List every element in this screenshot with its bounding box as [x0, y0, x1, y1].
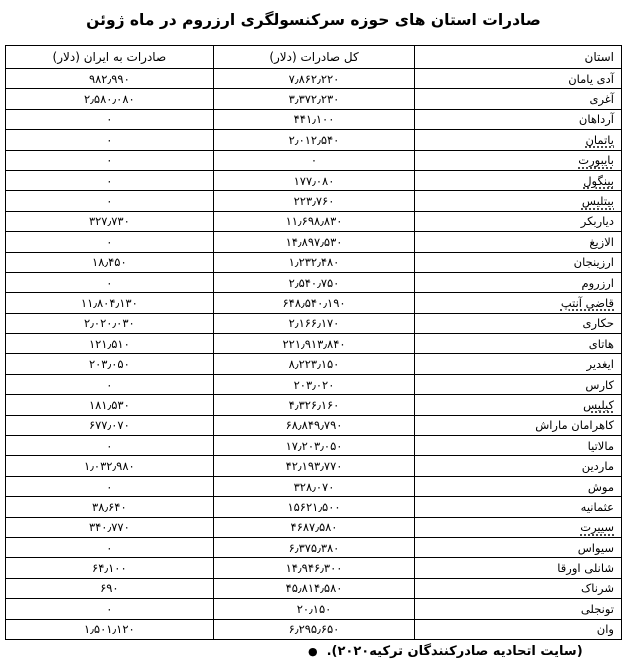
province-name: ایغدیر [586, 357, 614, 372]
province-cell [415, 354, 622, 374]
total-exports-cell: ۲۰۳٫۰۲۰ [213, 374, 415, 394]
bullet-icon: ● [308, 645, 318, 658]
source-note-text: (سایت اتحادیه صادرکنندگان ترکیه۲۰۲۰). [326, 644, 583, 659]
exports-to-iran-cell: ۱۸۱٫۵۳۰ [6, 395, 214, 415]
total-exports-cell: ۱۴٫۸۹۷٫۵۳۰ [213, 232, 415, 252]
exports-to-iran-cell: ۲۰۳٫۰۵۰ [6, 354, 214, 374]
province-name: حکاری [582, 316, 614, 331]
province-name: یاتمان [585, 132, 614, 147]
province-name: عثمانیه [580, 499, 614, 514]
table-row [6, 354, 622, 374]
province-cell [415, 415, 622, 435]
table-row [6, 313, 622, 333]
total-exports-cell: ۸٫۲۲۳٫۱۵۰ [213, 354, 415, 374]
province-name: تونجلی [580, 601, 614, 616]
province-cell [415, 334, 622, 354]
province-cell [415, 109, 622, 129]
table-row [6, 170, 622, 190]
exports-to-iran-cell: ۳۸٫۶۴۰ [6, 497, 214, 517]
province-name: ماردین [581, 459, 614, 474]
col-header-total: کل صادرات (دلار) [213, 46, 415, 69]
table-row [6, 293, 622, 313]
province-name: کیلیس [583, 397, 614, 412]
table-row [6, 517, 622, 537]
exports-to-iran-cell: ۰ [6, 374, 214, 394]
table-row [6, 252, 622, 272]
province-cell [415, 517, 622, 537]
exports-to-iran-cell: ۶۴٫۱۰۰ [6, 558, 214, 578]
table-row [6, 191, 622, 211]
exports-to-iran-cell: ۱۸٫۴۵۰ [6, 252, 214, 272]
total-exports-cell: ۰ [213, 150, 415, 170]
table-row [6, 334, 622, 354]
exports-to-iran-cell: ۶۹۰ [6, 578, 214, 598]
total-exports-cell: ۳٫۳۷۲٫۲۳۰ [213, 89, 415, 109]
table-row [6, 109, 622, 129]
province-cell [415, 150, 622, 170]
province-cell [415, 313, 622, 333]
total-exports-cell: ۱۷٫۲۰۳٫۰۵۰ [213, 436, 415, 456]
province-cell [415, 619, 622, 639]
total-exports-cell: ۱۵۶۲۱٫۵۰۰ [213, 497, 415, 517]
total-exports-cell: ۲۲۳٫۷۶۰ [213, 191, 415, 211]
table-row [6, 374, 622, 394]
table-row [6, 578, 622, 598]
total-exports-cell: ۶۴۸٫۵۴۰٫۱۹۰ [213, 293, 415, 313]
province-cell [415, 537, 622, 557]
province-cell [415, 191, 622, 211]
total-exports-cell: ۳۲۸٫۰۷۰ [213, 476, 415, 496]
table-row [6, 89, 622, 109]
exports-to-iran-cell: ۰ [6, 272, 214, 292]
province-name: آدی یامان [568, 71, 614, 86]
province-cell [415, 476, 622, 496]
province-cell [415, 293, 622, 313]
province-name: قاضی آنتپ [560, 295, 614, 310]
province-cell [415, 374, 622, 394]
province-cell [415, 89, 622, 109]
exports-to-iran-cell: ۰ [6, 109, 214, 129]
province-cell [415, 211, 622, 231]
province-name: سییرت [580, 520, 614, 535]
total-exports-cell: ۱۴٫۹۴۶٫۳۰۰ [213, 558, 415, 578]
table-row [6, 456, 622, 476]
province-cell [415, 599, 622, 619]
province-name: ارزینجان [573, 255, 614, 270]
table-row [6, 130, 622, 150]
table-row [6, 537, 622, 557]
exports-to-iran-cell: ۰ [6, 537, 214, 557]
total-exports-cell: ۲٫۵۴۰٫۷۵۰ [213, 272, 415, 292]
province-name: الازیغ [589, 234, 614, 249]
table-row [6, 497, 622, 517]
page-title: صادرات استان های حوزه سرکنسولگری ارزروم در ماه ژوئن [86, 11, 541, 29]
table-row [6, 232, 622, 252]
total-exports-cell: ۲٫۱۶۶٫۱۷۰ [213, 313, 415, 333]
province-cell [415, 252, 622, 272]
table-row [6, 476, 622, 496]
province-cell [415, 130, 622, 150]
exports-to-iran-cell: ۰ [6, 191, 214, 211]
province-name: بیتلیس [581, 194, 614, 209]
province-cell [415, 578, 622, 598]
exports-table [5, 45, 622, 640]
province-cell [415, 436, 622, 456]
exports-to-iran-cell: ۲٫۵۸۰٫۰۸۰ [6, 89, 214, 109]
province-name: هاتای [588, 336, 614, 351]
province-name: دیاربکر [580, 214, 614, 229]
province-name: سیواس [577, 540, 614, 555]
total-exports-cell: ۲۰٫۱۵۰ [213, 599, 415, 619]
table-row [6, 415, 622, 435]
province-name: ارزروم [581, 275, 614, 290]
exports-to-iran-cell: ۹۸۲٫۹۹۰ [6, 69, 214, 89]
province-name: بینگول [583, 173, 614, 188]
table-row [6, 211, 622, 231]
total-exports-cell: ۴٫۳۲۶٫۱۶۰ [213, 395, 415, 415]
total-exports-cell: ۴۶۸۷٫۵۸۰ [213, 517, 415, 537]
exports-to-iran-cell: ۰ [6, 476, 214, 496]
total-exports-cell: ۷٫۸۶۲٫۲۲۰ [213, 69, 415, 89]
total-exports-cell: ۴۵٫۸۱۴٫۵۸۰ [213, 578, 415, 598]
province-name: کارس [585, 377, 614, 392]
exports-to-iran-cell: ۲٫۰۲۰٫۰۳۰ [6, 313, 214, 333]
table-row [6, 619, 622, 639]
province-cell [415, 497, 622, 517]
exports-to-iran-cell: ۳۴۰٫۷۷۰ [6, 517, 214, 537]
province-name: شانلی اورقا [557, 561, 614, 576]
province-name: بایبورت [578, 153, 614, 168]
province-name: مالاتیا [587, 438, 614, 453]
table-row [6, 272, 622, 292]
province-cell [415, 232, 622, 252]
province-name: کاهرامان ماراش [535, 418, 614, 433]
total-exports-cell: ۴۲٫۱۹۳٫۷۷۰ [213, 456, 415, 476]
province-name: موش [587, 479, 614, 494]
total-exports-cell: ۲٫۰۱۲٫۵۴۰ [213, 130, 415, 150]
total-exports-cell: ۶٫۲۹۵٫۶۵۰ [213, 619, 415, 639]
total-exports-cell: ۶٫۳۷۵٫۳۸۰ [213, 537, 415, 557]
total-exports-cell: ۱۱٫۶۹۸٫۸۳۰ [213, 211, 415, 231]
exports-to-iran-cell: ۱٫۰۳۲٫۹۸۰ [6, 456, 214, 476]
province-cell [415, 456, 622, 476]
header-row [6, 46, 622, 69]
exports-to-iran-cell: ۱۲۱٫۵۱۰ [6, 334, 214, 354]
exports-to-iran-cell: ۶۷۷٫۰۷۰ [6, 415, 214, 435]
col-header-province: استان [415, 46, 622, 69]
exports-to-iran-cell: ۰ [6, 436, 214, 456]
total-exports-cell: ۱۷۷٫۰۸۰ [213, 170, 415, 190]
table-row [6, 69, 622, 89]
total-exports-cell: ۲۲۱٫۹۱۳٫۸۴۰ [213, 334, 415, 354]
exports-to-iran-cell: ۰ [6, 232, 214, 252]
total-exports-cell: ۱٫۲۳۲٫۴۸۰ [213, 252, 415, 272]
col-header-iran: صادرات به ایران (دلار) [6, 46, 214, 69]
exports-to-iran-cell: ۱٫۵۰۱٫۱۲۰ [6, 619, 214, 639]
total-exports-cell: ۶۸٫۸۴۹٫۷۹۰ [213, 415, 415, 435]
total-exports-cell: ۴۴۱٫۱۰۰ [213, 109, 415, 129]
source-note [308, 644, 583, 659]
province-cell [415, 69, 622, 89]
table-row [6, 150, 622, 170]
province-cell [415, 272, 622, 292]
province-name: آرداهان [578, 112, 614, 127]
exports-to-iran-cell: ۰ [6, 170, 214, 190]
province-cell [415, 558, 622, 578]
exports-to-iran-cell: ۰ [6, 130, 214, 150]
exports-to-iran-cell: ۱۱٫۸۰۴٫۱۳۰ [6, 293, 214, 313]
table-row [6, 558, 622, 578]
province-name: آغری [589, 92, 614, 107]
table-row [6, 436, 622, 456]
province-cell [415, 395, 622, 415]
table-row [6, 395, 622, 415]
exports-to-iran-cell: ۳۲۷٫۷۳۰ [6, 211, 214, 231]
province-name: شرناک [581, 581, 614, 596]
exports-to-iran-cell: ۰ [6, 599, 214, 619]
exports-to-iran-cell: ۰ [6, 150, 214, 170]
province-name: وان [596, 622, 614, 637]
table-row [6, 599, 622, 619]
province-cell [415, 170, 622, 190]
